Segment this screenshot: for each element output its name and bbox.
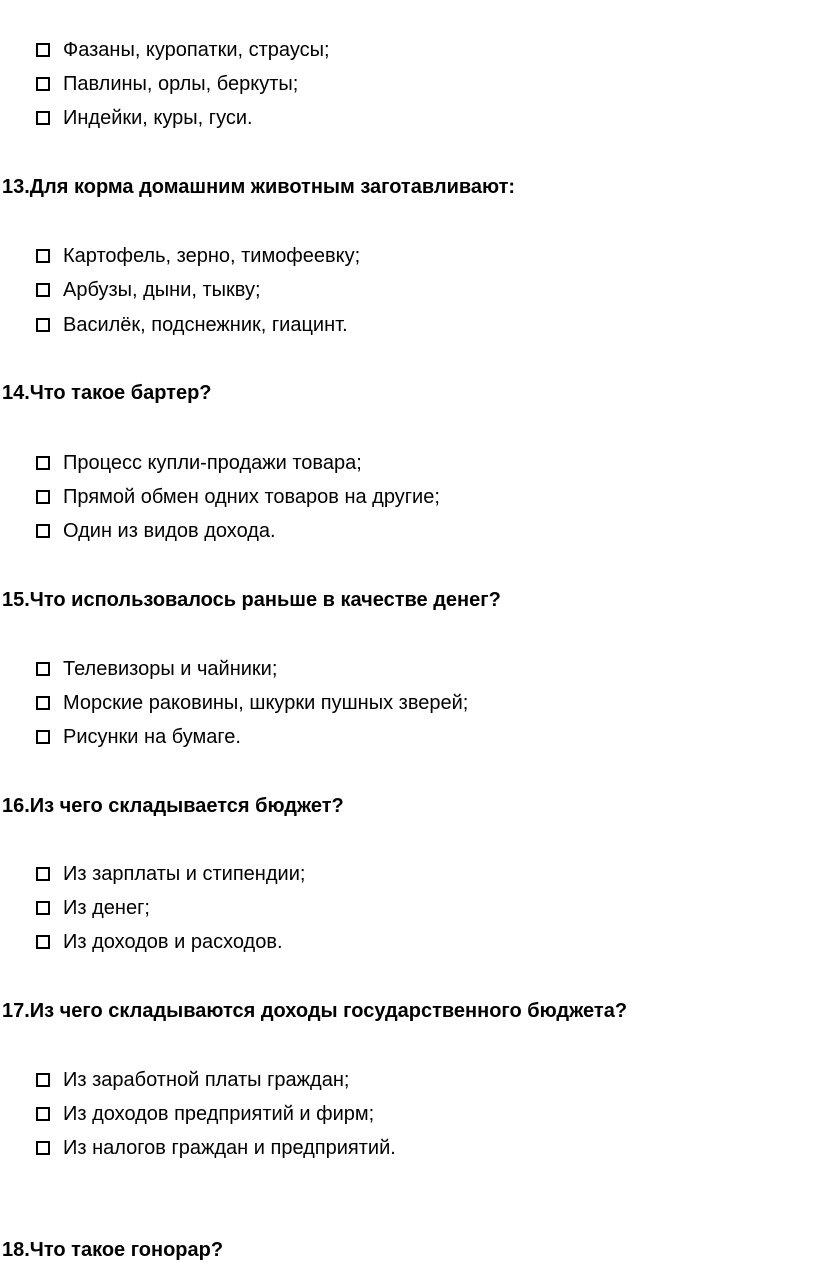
option-label: Морские раковины, шкурки пушных зверей;: [63, 691, 469, 714]
option-item[interactable]: [36, 34, 330, 66]
option-item[interactable]: [36, 653, 277, 685]
option-label: Процесс купли-продажи товара;: [63, 451, 362, 474]
checkbox-icon[interactable]: [36, 1073, 50, 1087]
checkbox-icon[interactable]: [36, 490, 50, 504]
question-title: 14.Что такое бартер?: [2, 381, 212, 404]
checkbox-icon[interactable]: [36, 318, 50, 332]
checkbox-icon[interactable]: [36, 524, 50, 538]
checkbox-icon[interactable]: [36, 77, 50, 91]
option-label: Индейки, куры, гуси.: [63, 106, 253, 129]
option-label: Из налогов граждан и предприятий.: [63, 1136, 396, 1159]
checkbox-icon[interactable]: [36, 662, 50, 676]
option-label: Телевизоры и чайники;: [63, 657, 278, 680]
option-item[interactable]: [36, 1132, 396, 1164]
option-item[interactable]: [36, 515, 276, 547]
checkbox-icon[interactable]: [36, 456, 50, 470]
checkbox-icon[interactable]: [36, 111, 50, 125]
option-label: Василёк, подснежник, гиацинт.: [63, 313, 348, 336]
checkbox-icon[interactable]: [36, 1141, 50, 1155]
option-item[interactable]: [36, 481, 440, 513]
option-label: Картофель, зерно, тимофеевку;: [63, 244, 361, 267]
option-label: Из зарплаты и стипендии;: [63, 862, 306, 885]
option-label: Из заработной платы граждан;: [63, 1068, 350, 1091]
checkbox-icon[interactable]: [36, 867, 50, 881]
option-item[interactable]: [36, 892, 150, 924]
option-item[interactable]: [36, 240, 360, 272]
option-item[interactable]: [36, 687, 468, 719]
checkbox-icon[interactable]: [36, 1107, 50, 1121]
option-label: Из денег;: [63, 896, 150, 919]
checkbox-icon[interactable]: [36, 283, 50, 297]
checkbox-icon[interactable]: [36, 935, 50, 949]
checkbox-icon[interactable]: [36, 730, 50, 744]
question-title: 18.Что такое гонорар?: [2, 1238, 224, 1261]
question-title: 17.Из чего складываются доходы государственного бюджета?: [2, 999, 628, 1022]
option-label: Арбузы, дыни, тыкву;: [63, 278, 261, 301]
question-title: 15.Что использовалось раньше в качестве денег?: [2, 588, 501, 611]
option-label: Павлины, орлы, беркуты;: [63, 72, 299, 95]
option-item[interactable]: [36, 274, 261, 306]
option-item[interactable]: [36, 926, 283, 958]
option-item[interactable]: [36, 1098, 374, 1130]
question-title: 16.Из чего складывается бюджет?: [2, 794, 344, 817]
option-item[interactable]: [36, 858, 305, 890]
option-label: Прямой обмен одних товаров на другие;: [63, 485, 440, 508]
question-title: 13.Для корма домашним животным заготавливают:: [2, 175, 516, 198]
option-label: Из доходов предприятий и фирм;: [63, 1102, 375, 1125]
option-label: Рисунки на бумаге.: [63, 725, 241, 748]
option-item[interactable]: [36, 102, 253, 134]
checkbox-icon[interactable]: [36, 696, 50, 710]
checkbox-icon[interactable]: [36, 249, 50, 263]
option-item[interactable]: [36, 721, 241, 753]
option-item[interactable]: [36, 68, 298, 100]
option-item[interactable]: [36, 309, 348, 341]
option-item[interactable]: [36, 1064, 349, 1096]
option-label: Один из видов дохода.: [63, 519, 276, 542]
option-label: Из доходов и расходов.: [63, 930, 283, 953]
option-item[interactable]: [36, 447, 362, 479]
checkbox-icon[interactable]: [36, 901, 50, 915]
option-label: Фазаны, куропатки, страусы;: [63, 38, 330, 61]
checkbox-icon[interactable]: [36, 43, 50, 57]
